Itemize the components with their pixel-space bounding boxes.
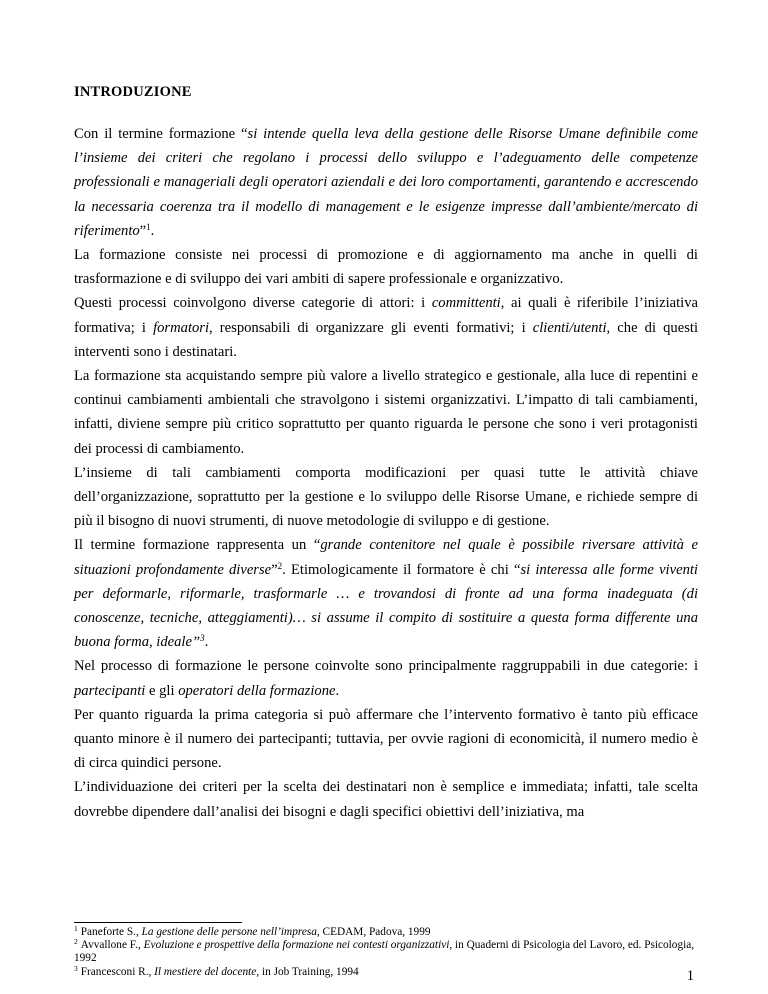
footnote-divider <box>74 922 242 923</box>
p6-quote-2: si interessa alle forme viventi per deformarle, riformarle, trasformarle … e trovandosi di fronte ad una forma inadeguata (di conoscenze, tecniche, atteggiamenti)… si assume il compito di sostituire a questa forma differente una buona forma, ideale <box>74 561 698 651</box>
p1-period: . <box>150 222 155 239</box>
footnote-3 <box>74 963 698 979</box>
p1-quote: si intende quella leva della gestione delle Risorse Umane definibile come l’insieme dei criteri che regolano i processi dello sviluppo e l’adeguamento delle competenze professionali e manageriali degli operatori aziendali e dei loro comportamenti, garantendo e accrescendo la necessaria coerenza tra il modello di management e le esigenze impresse dall’ambiente/mercato di riferimento <box>74 126 698 239</box>
footnote-ref-1: 1 <box>146 221 151 232</box>
p3-text-a: Questi processi coinvolgono diverse categorie di attori: i <box>74 295 432 312</box>
p7-period: . <box>335 682 340 699</box>
paragraph-6 <box>74 533 698 654</box>
page-heading: INTRODUZIONE <box>74 84 192 100</box>
paragraph-2: La formazione consiste nei processi di promozione e di aggiornamento ma anche in quelli di trasformazione e di sviluppo dei vari ambiti di sapere professionale e organizzativo. <box>74 247 698 288</box>
p3-text-g: , che di questi interventi sono i destinatari. <box>74 319 698 360</box>
page-number: 1 <box>686 968 694 984</box>
footnotes <box>74 926 698 979</box>
p3-committenti: committenti <box>431 295 501 312</box>
p6-period: . <box>204 634 209 651</box>
footnote-publisher: , in Job Training, 1994 <box>256 965 359 978</box>
paragraph-4: La formazione sta acquistando sempre più valore a livello strategico e gestionale, alla luce di repentini e continui cambiamenti ambientali che stravolgono i sistemi organizzativi. L’impatto di tali cambiamenti, infatti, diviene sempre più critico soprattutto per quanto riguarda le persone che sono i veri protagonisti dei processi di cambiamento. <box>74 368 698 457</box>
footnote-publisher: in Quaderni di Psicologia del Lavoro, ed. Psicologia, 1992 <box>74 939 695 965</box>
footnote-1 <box>74 926 698 939</box>
paragraph-8: Per quanto riguarda la prima categoria si può affermare che l’intervento formativo è tanto più efficace quanto minore è il numero dei partecipanti; tuttavia, per ovvie ragioni di economicità, il numero medio è di circa quindici persone. <box>74 706 698 772</box>
p6-close-quote-2: ” <box>191 634 201 651</box>
footnote-number: 3 <box>74 963 78 973</box>
p1-close-quote: ” <box>139 222 147 239</box>
footnote-author: Avvallone F., <box>80 939 144 952</box>
p7-text-c: e gli <box>145 682 179 699</box>
paragraph-7 <box>74 654 698 702</box>
p6-text-d: . Etimologicamente il formatore è chi “ <box>282 561 521 578</box>
paragraph-1 <box>74 122 698 243</box>
footnote-2 <box>74 939 698 965</box>
p7-partecipanti: partecipanti <box>74 682 146 699</box>
p6-quote-1: grande contenitore nel quale è possibile riversare attività e situazioni profondamente diverse <box>74 537 698 578</box>
footnote-title: Il mestiere del docente <box>154 965 257 978</box>
paragraph-3 <box>74 291 698 364</box>
p3-clienti-utenti: clienti/utenti <box>532 319 607 336</box>
p6-close-quote-1: ” <box>271 561 278 578</box>
footnote-ref-2: 2 <box>277 560 283 571</box>
paragraph-9: L’individuazione dei criteri per la scelta dei destinatari non è semplice e immediata; infatti, tale scelta dovrebbe dipendere dall’analisi dei bisogni e dagli specifici obiettivi dell’iniziativa, ma <box>74 779 698 820</box>
footnote-title: Evoluzione e prospettive della formazione nei contesti organizzativi, <box>143 939 453 952</box>
footnote-number: 1 <box>74 924 78 933</box>
p6-text-a: Il termine formazione rappresenta un “ <box>74 537 321 554</box>
footnote-ref-3-num: 3 <box>200 633 205 644</box>
body-text <box>74 122 698 824</box>
p3-formatori: formatori <box>153 319 210 336</box>
paragraph-5: L’insieme di tali cambiamenti comporta modificazioni per quasi tutte le attività chiave dell’organizzazione, soprattutto per la gestione e lo sviluppo delle Risorse Umane, e richiede sempre di più il bisogno di nuovi strumenti, di nuove metodologie di sviluppo e di gestione. <box>74 464 698 530</box>
footnote-author: Paneforte S., <box>80 926 142 938</box>
footnote-author: Francesconi R., <box>80 965 155 978</box>
p3-text-e: , responsabili di organizzare gli eventi formativi; i <box>209 319 533 336</box>
p7-text-a: Nel processo di formazione le persone coinvolte sono principalmente raggruppabili in due categorie: i <box>74 658 698 675</box>
p3-text-c: , ai quali è riferibile l’iniziativa formativa; i <box>74 295 698 336</box>
footnote-number: 2 <box>74 937 78 947</box>
p7-operatori: operatori della formazione <box>178 682 336 699</box>
p1-text: Con il termine formazione “ <box>74 126 248 142</box>
footnote-publisher: , CEDAM, Padova, 1999 <box>316 926 431 938</box>
footnote-title: La gestione delle persone nell’impresa <box>141 926 317 938</box>
